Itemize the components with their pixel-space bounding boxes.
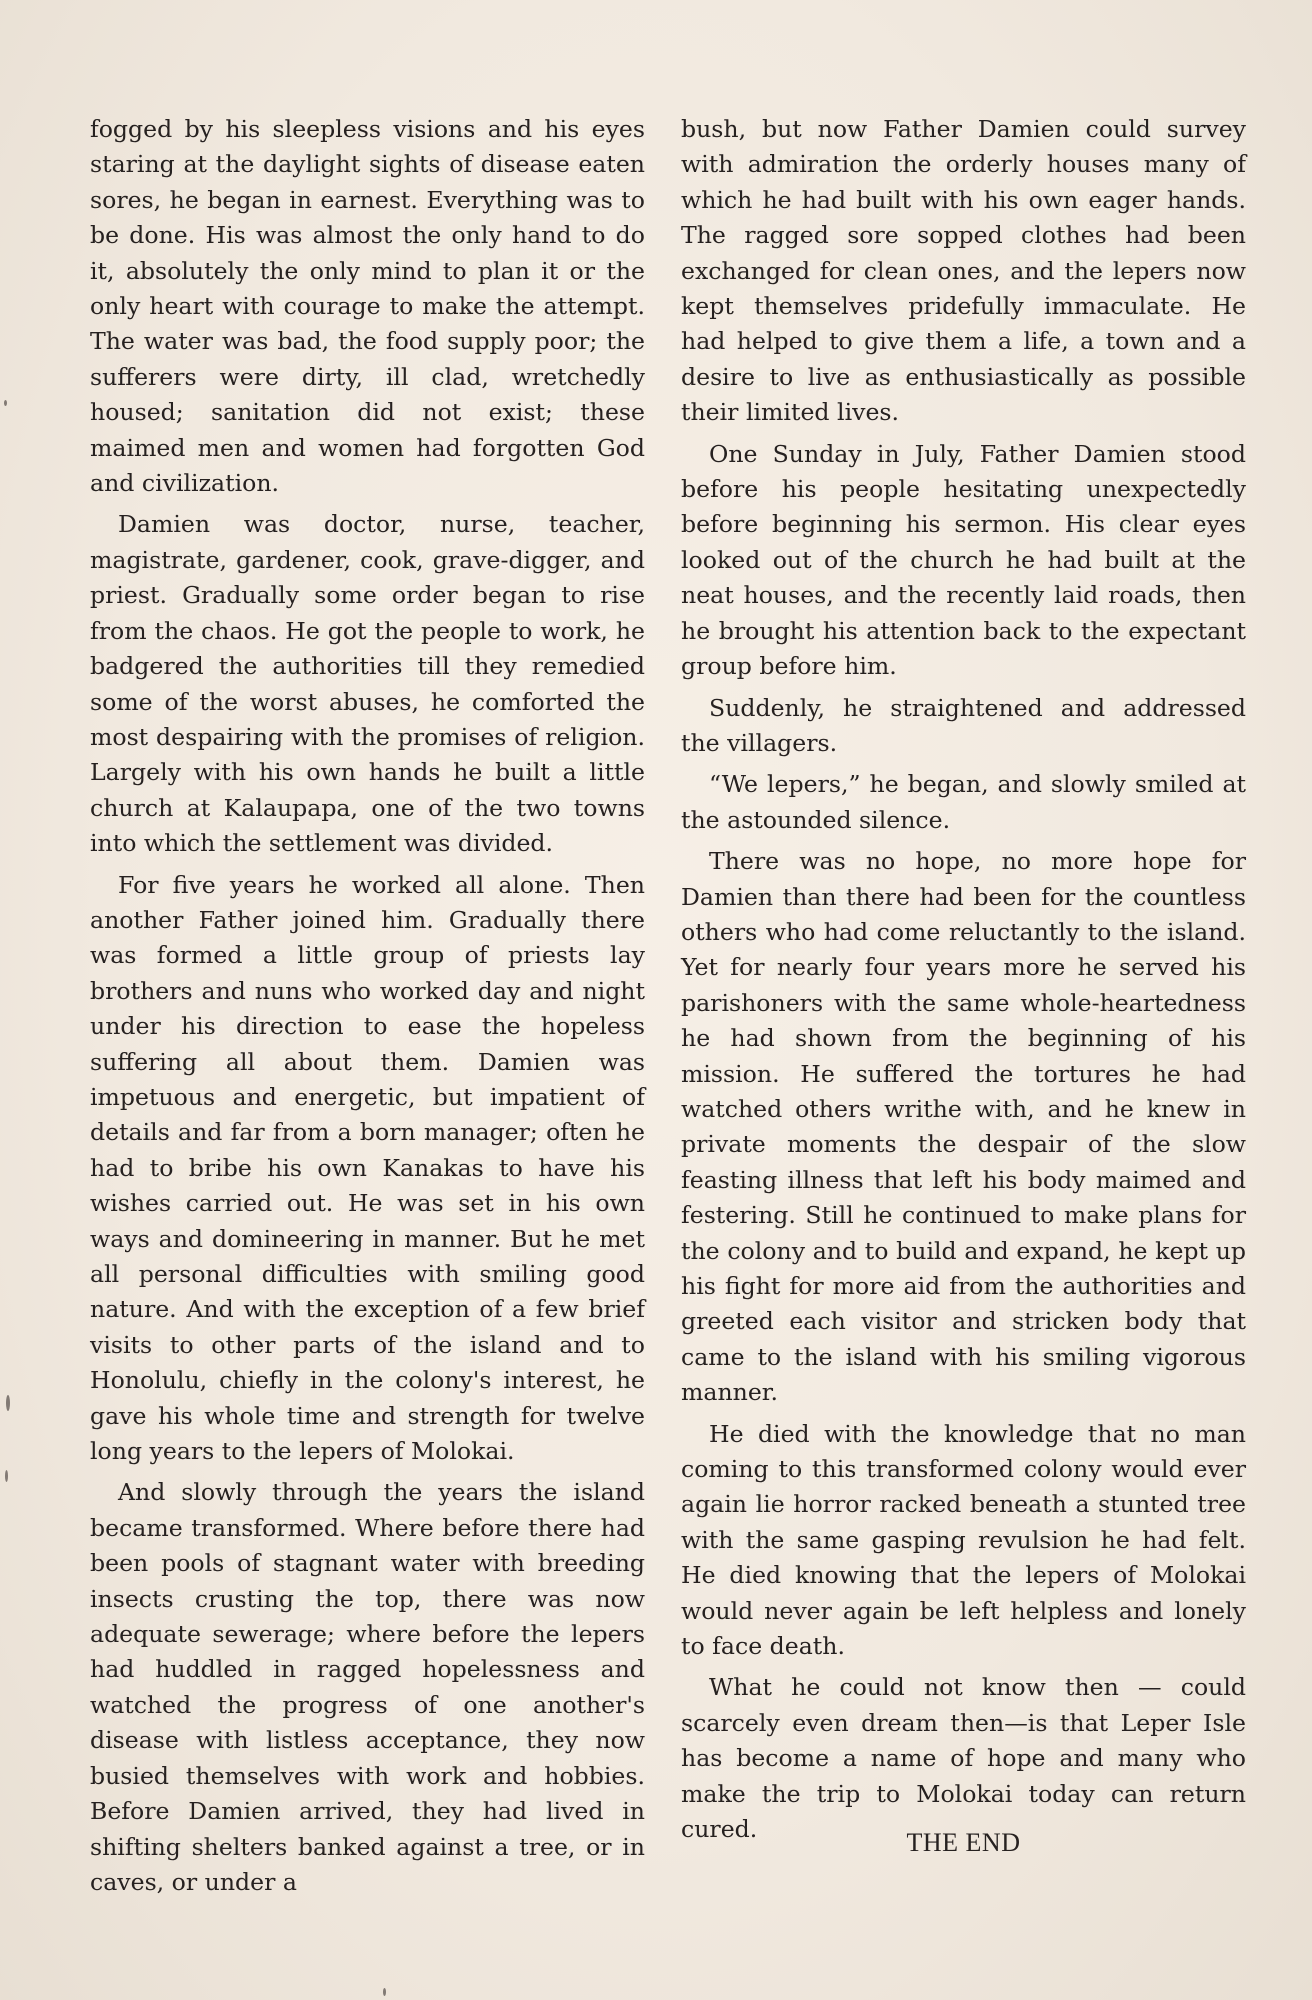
paragraph: One Sunday in July, Father Damien stood before his people hesitating unexpectedly before beginning his sermon. His clear eyes looked out of the church he had built at the neat houses, and the recently laid roads, then he brought his attention back to the expectant group before him. <box>681 439 1246 681</box>
paragraph: Damien was doctor, nurse, teacher, magistrate, gardener, cook, grave-digger, and priest. Gradually some order began to rise from the chaos. He got the people to work, he badgered the authorities till they remedied some of the worst abuses, he comforted the most despairing with the promises of religion. Largely with his own hands he built a little church at Kalaupapa, one of the two towns into which the settlement was divided. <box>90 510 645 858</box>
left-text-column <box>90 112 645 1906</box>
paper-speck <box>383 1988 386 1996</box>
right-text-column <box>681 112 1246 1854</box>
paragraph: “We lepers,” he began, and slowly smiled at the astounded silence. <box>681 770 1246 834</box>
paragraph: He died with the knowledge that no man coming to this transformed colony would ever again lie horror racked beneath a stunted tree with the same gasping revulsion he had felt. He died knowing that the lepers of Molokai would never again be left helpless and lonely to face death. <box>681 1419 1246 1661</box>
the-end-mark: THE END <box>906 1828 1021 1857</box>
paragraph: Suddenly, he straightened and addressed the villagers. <box>681 693 1246 757</box>
paragraph: And slowly through the years the island became transformed. Where before there had been pools of stagnant water with breeding insects crusting the top, there was now adequate sewerage; where before the lepers had huddled in ragged hopelessness and watched the progress of one another's disease with listless acceptance, they now busied themselves with work and hobbies. Before Damien arrived, they had lived in shifting shelters banked against a tree, or in caves, or under a <box>90 1478 645 1896</box>
paper-speck <box>5 1470 8 1482</box>
paper-speck <box>6 1395 10 1411</box>
paragraph: What he could not know then — could scarcely even dream then—is that Leper Isle has become a name of hope and many who make the trip to Molokai today can return cured. <box>681 1673 1246 1844</box>
paragraph: For five years he worked all alone. Then another Father joined him. Gradually there was formed a little group of priests lay brothers and nuns who worked day and night under his direction to ease the hopeless suffering all about them. Damien was impetuous and energetic, but impatient of details and far from a born manager; often he had to bribe his own Kanakas to have his wishes carried out. He was set in his own ways and domineering in manner. But he met all personal difficulties with smiling good nature. And with the exception of a few brief visits to other parts of the island and to Honolulu, chiefly in the colony's interest, he gave his whole time and strength for twelve long years to the lepers of Molokai. <box>90 870 645 1466</box>
paragraph: fogged by his sleepless visions and his eyes staring at the daylight sights of disease eaten sores, he began in earnest. Everything was to be done. His was almost the only hand to do it, absolutely the only mind to plan it or the only heart with courage to make the attempt. The water was bad, the food supply poor; the sufferers were dirty, ill clad, wretchedly housed; sanitation did not exist; these maimed men and women had forgotten God and civilization. <box>90 115 645 498</box>
paper-speck <box>4 400 7 406</box>
paragraph: There was no hope, no more hope for Damien than there had been for the countless others who had come reluctantly to the island. Yet for nearly four years more he served his parishoners with the same whole-heartedness he had shown from the beginning of his mission. He suffered the tortures he had watched others writhe with, and he knew in private moments the despair of the slow feasting illness that left his body maimed and festering. Still he continued to make plans for the colony and to build and expand, he kept up his fight for more aid from the authorities and greeted each visitor and stricken body that came to the island with his smiling vigorous manner. <box>681 847 1246 1407</box>
paragraph: bush, but now Father Damien could survey with admiration the orderly houses many of which he had built with his own eager hands. The ragged sore sopped clothes had been exchanged for clean ones, and the lepers now kept themselves pridefully immaculate. He had helped to give them a life, a town and a desire to live as enthusiastically as possible their limited lives. <box>681 115 1246 427</box>
